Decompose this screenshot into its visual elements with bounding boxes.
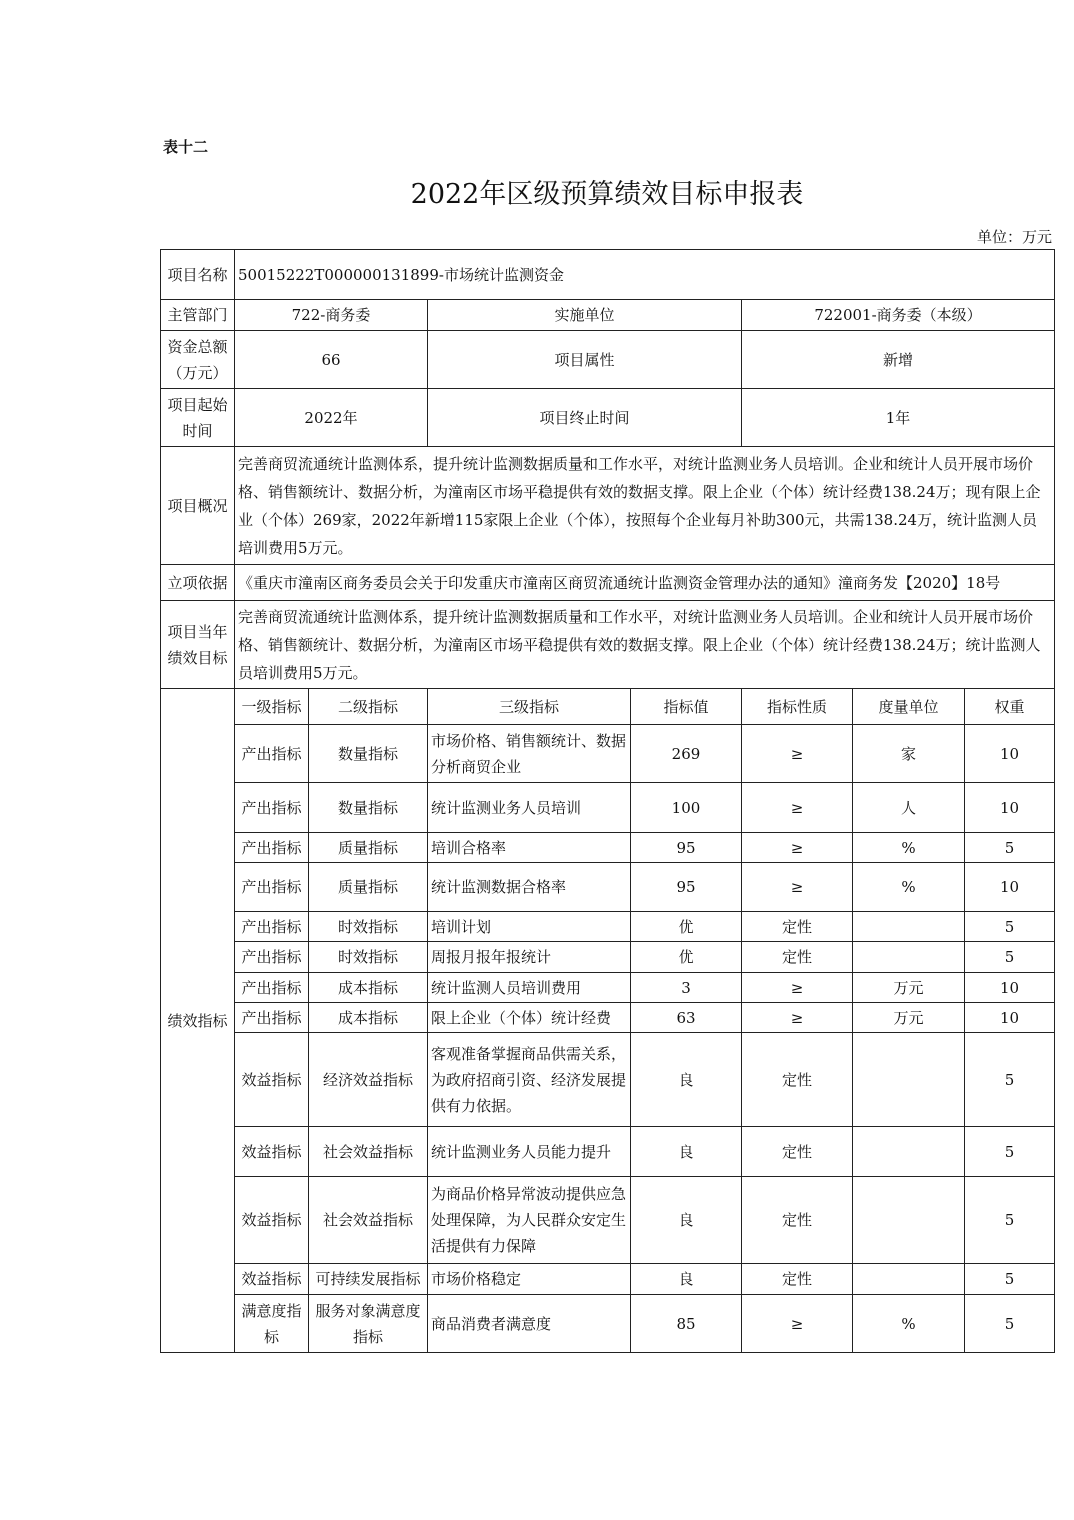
- start-label: 项目起始时间: [161, 389, 235, 447]
- indicator-row: [161, 973, 1055, 1003]
- indicator-nature: ≥: [742, 1003, 853, 1033]
- funds-label: 资金总额（万元）: [161, 331, 235, 389]
- indicator-level1: 效益指标: [235, 1177, 309, 1264]
- indicator-unit: [853, 1177, 965, 1264]
- indicator-nature: 定性: [742, 1127, 853, 1177]
- indicator-nature: 定性: [742, 912, 853, 942]
- indicator-row: [161, 1264, 1055, 1295]
- indicator-level1: 产出指标: [235, 783, 309, 833]
- indicator-value: 63: [631, 1003, 742, 1033]
- project-name-value: 50015222T000000131899-市场统计监测资金: [235, 250, 1055, 300]
- indicator-value: 良: [631, 1264, 742, 1295]
- funds-value: 66: [235, 331, 428, 389]
- indicator-row: [161, 912, 1055, 942]
- indicator-nature: 定性: [742, 1177, 853, 1264]
- indicator-value: 优: [631, 942, 742, 973]
- indicator-row: [161, 833, 1055, 863]
- unit-label: 单位：万元: [976, 228, 1052, 246]
- header-weight: 权重: [965, 689, 1055, 725]
- goal-value: 完善商贸流通统计监测体系，提升统计监测数据质量和工作水平，对统计监测业务人员培训。企业和统计人员开展市场价格、销售额统计、数据分析，为潼南区市场平稳提供有效的数据支撑。限上企业（个体）统计经费138.24万；统计监测人员培训费用5万元。: [235, 601, 1055, 689]
- indicator-unit: 人: [853, 783, 965, 833]
- indicator-header-row: [161, 689, 1055, 725]
- indicator-level2: 数量指标: [309, 725, 428, 783]
- indicator-value: 3: [631, 973, 742, 1003]
- indicator-weight: 10: [965, 783, 1055, 833]
- indicator-weight: 10: [965, 1003, 1055, 1033]
- indicator-level2: 时效指标: [309, 942, 428, 973]
- indicator-row: [161, 725, 1055, 783]
- indicator-level2: 质量指标: [309, 863, 428, 912]
- indicator-level1: 效益指标: [235, 1033, 309, 1127]
- header-unit: 度量单位: [853, 689, 965, 725]
- indicator-level2: 成本指标: [309, 1003, 428, 1033]
- indicator-weight: 5: [965, 1295, 1055, 1353]
- indicator-weight: 5: [965, 833, 1055, 863]
- indicator-nature: 定性: [742, 1033, 853, 1127]
- indicator-level1: 产出指标: [235, 725, 309, 783]
- row-funds: [161, 331, 1055, 389]
- end-value: 1年: [742, 389, 1055, 447]
- basis-value: 《重庆市潼南区商务委员会关于印发重庆市潼南区商贸流通统计监测资金管理办法的通知》潼商务发【2020】18号: [235, 565, 1055, 601]
- goal-label: 项目当年绩效目标: [161, 601, 235, 689]
- row-basis: [161, 565, 1055, 601]
- overview-value: 完善商贸流通统计监测体系，提升统计监测数据质量和工作水平，对统计监测业务人员培训。企业和统计人员开展市场价格、销售额统计、数据分析，为潼南区市场平稳提供有效的数据支撑。限上企业（个体）统计经费138.24万；现有限上企业（个体）269家，2022年新增115家限上企业（个体），按照每个企业每月补助300元，共需138.24万，统计监测人员培训费用5万元。: [235, 447, 1055, 565]
- indicator-unit: %: [853, 1295, 965, 1353]
- indicator-level2: 质量指标: [309, 833, 428, 863]
- page-title: 2022年区级预算绩效目标申报表: [410, 179, 804, 210]
- indicator-level2: 经济效益指标: [309, 1033, 428, 1127]
- indicator-unit: [853, 942, 965, 973]
- indicator-level3: 市场价格稳定: [428, 1264, 631, 1295]
- indicator-level3: 为商品价格异常波动提供应急处理保障，为人民群众安定生活提供有力保障: [428, 1177, 631, 1264]
- indicator-nature: 定性: [742, 942, 853, 973]
- indicator-nature: ≥: [742, 833, 853, 863]
- indicator-row: [161, 1033, 1055, 1127]
- impl-label: 实施单位: [428, 300, 742, 331]
- indicator-value: 优: [631, 912, 742, 942]
- row-goal: [161, 601, 1055, 689]
- indicator-weight: 5: [965, 1177, 1055, 1264]
- header-nature: 指标性质: [742, 689, 853, 725]
- overview-label: 项目概况: [161, 447, 235, 565]
- indicator-level3: 统计监测数据合格率: [428, 863, 631, 912]
- indicator-level3: 统计监测业务人员培训: [428, 783, 631, 833]
- indicators-section-label: 绩效指标: [161, 689, 235, 1353]
- indicator-level3: 统计监测业务人员能力提升: [428, 1127, 631, 1177]
- indicator-weight: 5: [965, 1264, 1055, 1295]
- indicator-level3: 培训合格率: [428, 833, 631, 863]
- indicator-value: 良: [631, 1127, 742, 1177]
- indicator-level3: 周报月报年报统计: [428, 942, 631, 973]
- indicator-level2: 成本指标: [309, 973, 428, 1003]
- indicator-nature: ≥: [742, 1295, 853, 1353]
- indicator-row: [161, 1003, 1055, 1033]
- indicator-unit: [853, 1033, 965, 1127]
- indicator-level1: 效益指标: [235, 1264, 309, 1295]
- indicator-unit: 万元: [853, 1003, 965, 1033]
- indicator-weight: 10: [965, 863, 1055, 912]
- indicator-nature: ≥: [742, 783, 853, 833]
- indicator-level1: 产出指标: [235, 942, 309, 973]
- attr-value: 新增: [742, 331, 1055, 389]
- end-label: 项目终止时间: [428, 389, 742, 447]
- basis-label: 立项依据: [161, 565, 235, 601]
- indicator-level3: 客观准备掌握商品供需关系，为政府招商引资、经济发展提供有力依据。: [428, 1033, 631, 1127]
- indicator-row: [161, 1295, 1055, 1353]
- header-l2: 二级指标: [309, 689, 428, 725]
- indicator-unit: %: [853, 833, 965, 863]
- indicator-unit: [853, 1127, 965, 1177]
- indicator-level2: 社会效益指标: [309, 1127, 428, 1177]
- indicator-level3: 限上企业（个体）统计经费: [428, 1003, 631, 1033]
- indicator-weight: 5: [965, 942, 1055, 973]
- indicator-weight: 10: [965, 725, 1055, 783]
- indicator-unit: [853, 912, 965, 942]
- indicator-value: 良: [631, 1177, 742, 1264]
- indicator-level1: 产出指标: [235, 912, 309, 942]
- indicator-weight: 10: [965, 973, 1055, 1003]
- indicator-value: 良: [631, 1033, 742, 1127]
- indicator-value: 269: [631, 725, 742, 783]
- indicator-row: [161, 783, 1055, 833]
- indicator-value: 85: [631, 1295, 742, 1353]
- attr-label: 项目属性: [428, 331, 742, 389]
- indicator-weight: 5: [965, 1127, 1055, 1177]
- row-overview: [161, 447, 1055, 565]
- indicator-level1: 产出指标: [235, 833, 309, 863]
- indicator-value: 100: [631, 783, 742, 833]
- indicator-level2: 时效指标: [309, 912, 428, 942]
- indicator-level2: 可持续发展指标: [309, 1264, 428, 1295]
- indicator-level3: 商品消费者满意度: [428, 1295, 631, 1353]
- indicator-level2: 社会效益指标: [309, 1177, 428, 1264]
- indicator-level1: 满意度指标: [235, 1295, 309, 1353]
- indicator-weight: 5: [965, 912, 1055, 942]
- indicator-unit: 万元: [853, 973, 965, 1003]
- row-project-name: [161, 250, 1055, 300]
- indicator-value: 95: [631, 863, 742, 912]
- dept-label: 主管部门: [161, 300, 235, 331]
- start-value: 2022年: [235, 389, 428, 447]
- indicator-weight: 5: [965, 1033, 1055, 1127]
- indicator-nature: ≥: [742, 863, 853, 912]
- indicator-level3: 统计监测人员培训费用: [428, 973, 631, 1003]
- row-department: [161, 300, 1055, 331]
- indicator-level1: 产出指标: [235, 973, 309, 1003]
- indicator-level1: 产出指标: [235, 863, 309, 912]
- indicator-level3: 培训计划: [428, 912, 631, 942]
- header-value: 指标值: [631, 689, 742, 725]
- indicator-unit: %: [853, 863, 965, 912]
- indicator-row: [161, 863, 1055, 912]
- indicator-level3: 市场价格、销售额统计、数据分析商贸企业: [428, 725, 631, 783]
- indicator-row: [161, 942, 1055, 973]
- indicator-nature: ≥: [742, 725, 853, 783]
- dept-value: 722-商务委: [235, 300, 428, 331]
- indicator-nature: ≥: [742, 973, 853, 1003]
- indicator-row: [161, 1127, 1055, 1177]
- indicator-nature: 定性: [742, 1264, 853, 1295]
- project-name-label: 项目名称: [161, 250, 235, 300]
- indicator-row: [161, 1177, 1055, 1264]
- row-time: [161, 389, 1055, 447]
- indicator-unit: [853, 1264, 965, 1295]
- indicator-level1: 产出指标: [235, 1003, 309, 1033]
- performance-target-table: [160, 249, 1055, 1353]
- indicator-value: 95: [631, 833, 742, 863]
- table-label: 表十二: [163, 138, 209, 156]
- indicator-level1: 效益指标: [235, 1127, 309, 1177]
- header-l1: 一级指标: [235, 689, 309, 725]
- header-l3: 三级指标: [428, 689, 631, 725]
- indicator-level2: 服务对象满意度指标: [309, 1295, 428, 1353]
- indicator-level2: 数量指标: [309, 783, 428, 833]
- indicator-unit: 家: [853, 725, 965, 783]
- impl-value: 722001-商务委（本级）: [742, 300, 1055, 331]
